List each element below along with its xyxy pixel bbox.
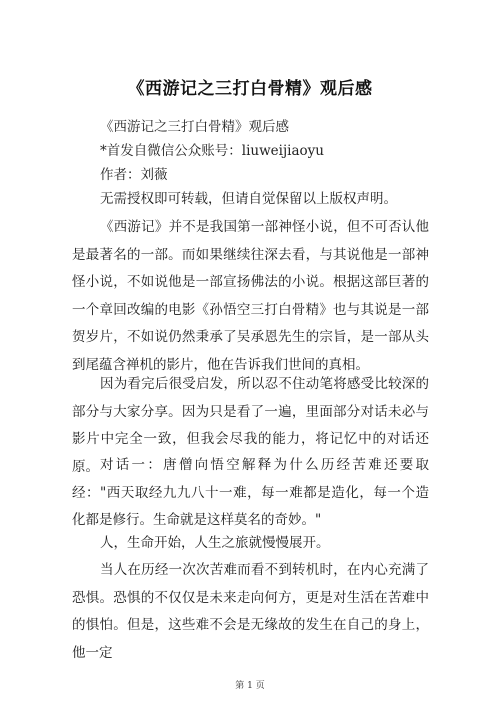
page-number: 第 1 页 — [235, 681, 265, 691]
document-title: 《西游记之三打白骨精》观后感 — [127, 79, 373, 99]
meta-line-title: 《西游记之三打白骨精》观后感 — [100, 119, 289, 135]
paragraph-dialogue-one: 对话一：唐僧向悟空解释为什么历经苦难还要取经："西天取经九九八十一难，每一难都是造化，每一个造化都是修行。生命就是这样莫名的奇妙。" — [72, 457, 429, 528]
paragraph-suffering: 当人在历经一次次苦难而看不到转机时，在内心充满了恐惧。恐惧的不仅仅是未来走向何方，更是对生活在苦难中的惧怕。但是，这些难不会是无缘故的发生在自己的身上，他一定 — [72, 562, 429, 661]
meta-line-author: 作者：刘薇 — [100, 167, 168, 183]
meta-line-source: *首发自微信公众账号：liuweijiaoyu — [100, 143, 324, 159]
paragraph-life-begins: 人，生命开始，人生之旅就慢慢展开。 — [100, 535, 330, 551]
paragraph-copyright: 无需授权即可转载，但请自觉保留以上版权声明。 — [100, 191, 397, 207]
paragraph-intro: 《西游记》并不是我国第一部神怪小说，但不可否认他是最著名的一部。而如果继续往深去看，与其说他是一部神怪小说，不如说他是一部宣扬佛法的小说。根据这部巨著的一个章回改编的电影《孙悟空三打白骨精》也与其说是一部贺岁片，不如说仍然秉承了吴承恩先生的宗旨，是一部从头到尾蕴含禅机的影片，他在告诉我们世间的真相。 — [72, 219, 429, 373]
paragraph-motivation: 因为看完后很受启发，所以忍不住动笔将感受比较深的部分与大家分享。因为只是看了一遍，里面部分对话未必与影片中完全一致，但我会尽我的能力，将记忆中的对话还原。 — [72, 376, 429, 475]
